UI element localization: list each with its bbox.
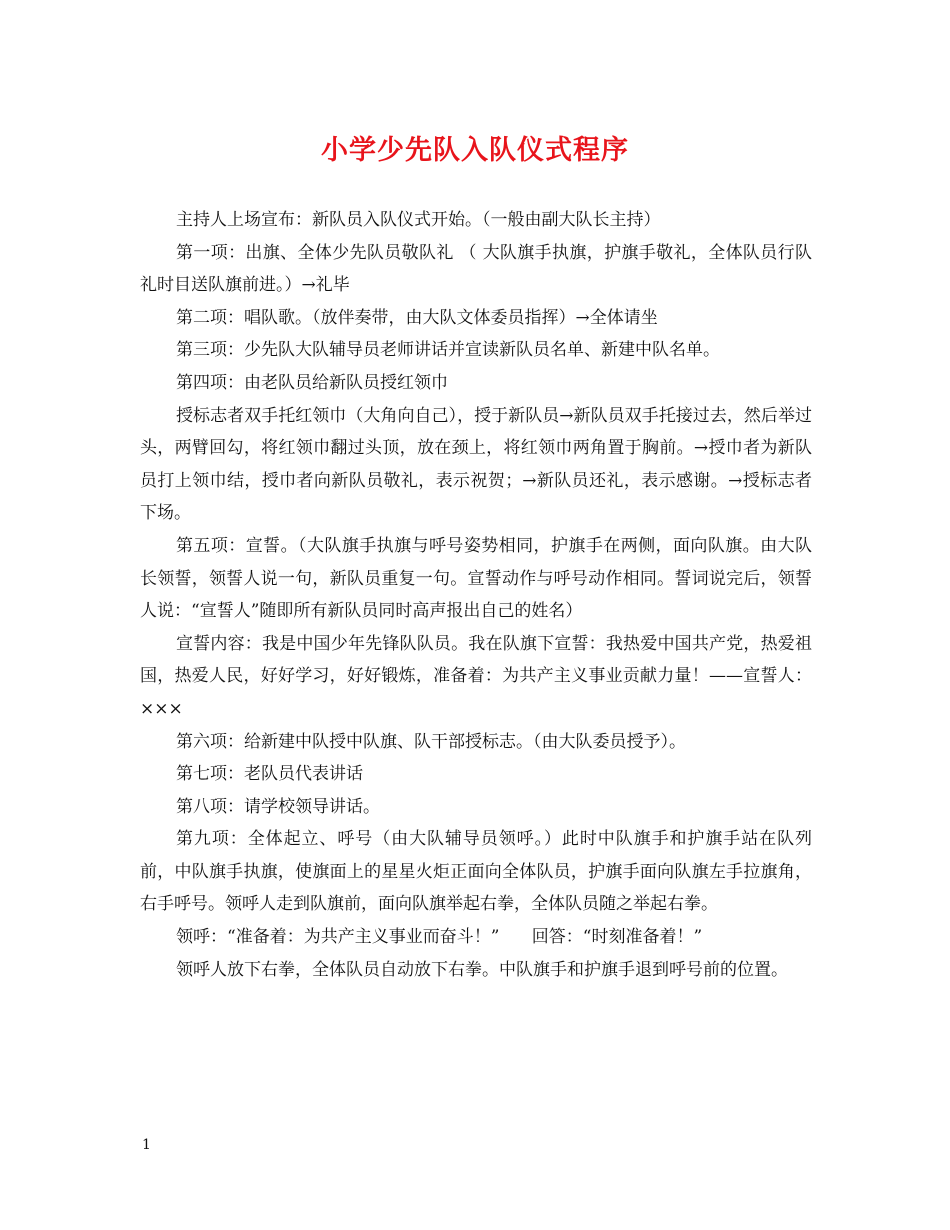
paragraph-host-announcement: 主持人上场宣布：新队员入队仪式开始。（一般由副大队长主持） <box>176 210 661 230</box>
paragraph-step-1: 第一项：出旗、全体少先队员敬队礼 （ 大队旗手执旗，护旗手敬礼，全体队员行队礼时目送队旗前进。）→礼毕 <box>140 242 812 296</box>
paragraph-step-5: 第五项：宣誓。（大队旗手执旗与呼号姿势相同，护旗手在两侧，面向队旗。由大队长领誓，领誓人说一句，新队员重复一句。宣誓动作与呼号动作相同。誓词说完后，领誓人说：“宣誓人”随即所有新队员同时高声报出自己的姓名） <box>140 535 812 622</box>
paragraph-step-2: 第二项：唱队歌。（放伴奏带，由大队文体委员指挥）→全体请坐 <box>176 307 658 328</box>
document-body <box>140 204 812 986</box>
paragraph-closing: 领呼人放下右拳，全体队员自动放下右拳。中队旗手和护旗手退到呼号前的位置。 <box>176 959 788 980</box>
paragraph-step-6: 第六项：给新建中队授中队旗、队干部授标志。（由大队委员授予）。 <box>176 731 686 752</box>
paragraph-call-and-response: 领呼：“准备着：为共产主义事业而奋斗！” 回答：“时刻准备着！” <box>176 927 703 948</box>
paragraph-step-9: 第九项：全体起立、呼号（由大队辅导员领呼。）此时中队旗手和护旗手站在队列前，中队旗手执旗，使旗面上的星星火炬正面向全体队员，护旗手面向队旗左手拉旗角，右手呼号。领呼人走到队旗前，面向队旗举起右拳，全体队员随之举起右拳。 <box>140 829 812 915</box>
page-number: 1 <box>142 1137 151 1153</box>
paragraph-scarf-procedure: 授标志者双手托红领巾（大角向自己），授于新队员→新队员双手托接过去，然后举过头，两臂回勾，将红领巾翻过头顶，放在颈上，将红领巾两角置于胸前。→授巾者为新队员打上领巾结，授巾者向新队员敬礼，表示祝贺；→新队员还礼，表示感谢。→授标志者下场。 <box>140 405 812 524</box>
paragraph-step-4: 第四项：由老队员给新队员授红领巾 <box>176 372 448 393</box>
paragraph-step-7: 第七项：老队员代表讲话 <box>176 764 363 785</box>
document-title: 小学少先队入队仪式程序 <box>321 135 629 166</box>
paragraph-step-3: 第三项：少先队大队辅导员老师讲话并宣读新队员名单、新建中队名单。 <box>176 340 720 361</box>
paragraph-step-8: 第八项：请学校领导讲话。 <box>176 796 380 817</box>
paragraph-oath-content: 宣誓内容：我是中国少年先锋队队员。我在队旗下宣誓：我热爱中国共产党，热爱祖国，热爱人民，好好学习，好好锻炼，准备着：为共产主义事业贡献力量！——宣誓人：××× <box>140 633 812 719</box>
